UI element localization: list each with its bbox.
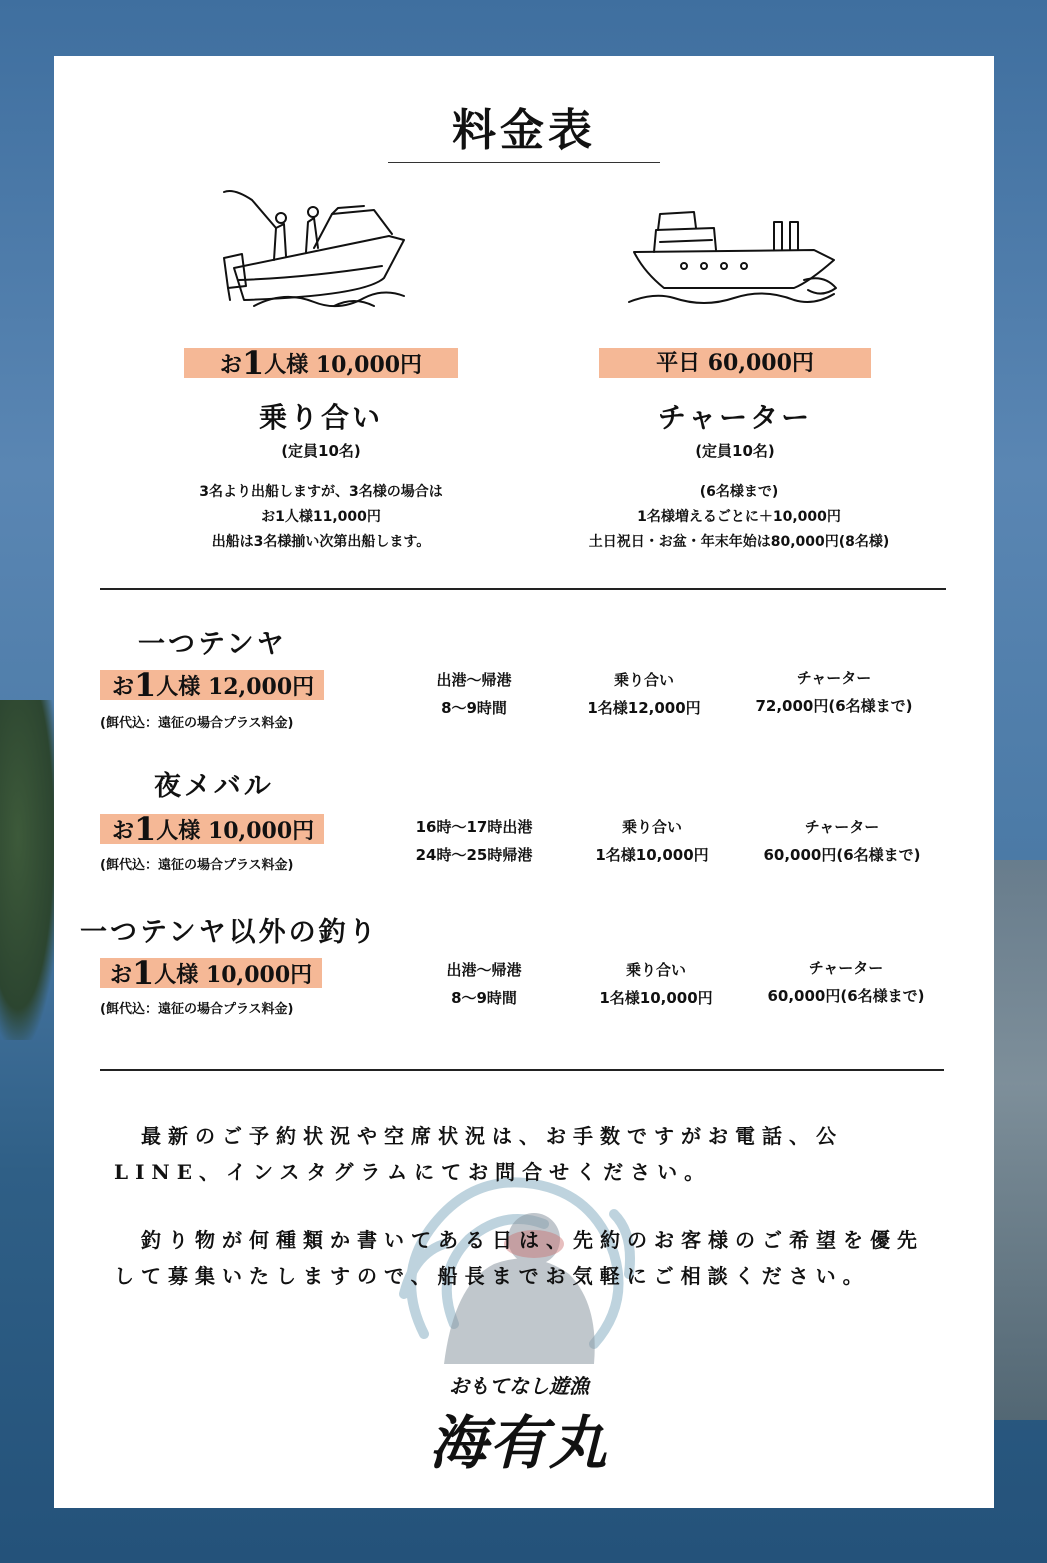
price-prefix: お [112, 818, 135, 844]
booking-paragraph: 釣り物が何種類か書いてある日は、先約のお客様のご希望を優先して募集いたしますので、船長までお気軽にご相談ください。 [114, 1228, 924, 1288]
note-line: 1名様増えるごとに＋10,000円 [637, 509, 841, 525]
note-line: 土日祝日・お盆・年末年始は80,000円(8名様) [588, 534, 890, 550]
service-name: 夜メバル [154, 771, 274, 802]
price-prefix: お [110, 962, 133, 988]
charter-price: 60,000円(6名様まで) [763, 846, 921, 864]
charter-price: 72,000円(6名様まで) [755, 697, 913, 715]
service-price-badge [100, 954, 322, 992]
schedule-label: 16時～17時出港 [415, 818, 533, 836]
service-bait-note: (餌代込：遠征の場合プラス料金) [100, 716, 294, 731]
service-shared-price [564, 666, 724, 722]
charter-price: 60,000円(6名様まで) [767, 987, 925, 1005]
price-count: 1 [134, 810, 157, 848]
price-amount: 人様 10,000円 [264, 352, 423, 378]
note-line: 3名より出船しますが、3名様の場合は [199, 484, 443, 500]
price-amount: 人様 12,000円 [156, 674, 315, 700]
price-count: 1 [132, 954, 155, 992]
price-count: 1 [241, 344, 265, 382]
service-schedule [404, 956, 564, 1012]
service-bait-note: (餌代込：遠征の場合プラス料金) [100, 1002, 294, 1017]
service-charter-price [734, 664, 934, 720]
note-line: お1人様11,000円 [261, 509, 381, 525]
shared-label: 乗り合い [625, 961, 686, 979]
schedule-duration: 8～9時間 [441, 699, 507, 717]
logo-name: 海有丸 [428, 1409, 609, 1477]
shared-price: 1名様12,000円 [587, 699, 701, 717]
page-title: 料金表 [452, 105, 596, 156]
fishing-boat-icon [214, 188, 414, 313]
shared-price: 1名様10,000円 [599, 989, 713, 1007]
note-line: 出船は3名様揃い次第出船します。 [211, 534, 431, 550]
service-schedule [394, 666, 554, 722]
section-divider [100, 588, 946, 590]
price-count: 1 [134, 666, 157, 704]
service-shared-price [572, 813, 732, 869]
schedule-label: 出港～帰港 [436, 671, 512, 689]
shared-label: 乗り合い [613, 671, 674, 689]
service-price-badge [100, 810, 324, 848]
schedule-duration: 8～9時間 [451, 989, 517, 1007]
price-amount: 人様 10,000円 [154, 962, 313, 988]
background-trees [0, 700, 60, 1040]
plan-charter-notes [534, 480, 944, 555]
service-schedule [384, 813, 564, 869]
service-shared-price [576, 956, 736, 1012]
schedule-label: 出港～帰港 [446, 961, 522, 979]
price-prefix: お [219, 352, 242, 378]
price-prefix: お [112, 674, 135, 700]
price-card [54, 56, 994, 1508]
schedule-duration: 24時～25時帰港 [415, 846, 533, 864]
plan-charter-name: チャーター [657, 401, 813, 434]
background-harbor [987, 860, 1047, 1420]
shared-price: 1名様10,000円 [595, 846, 709, 864]
section-divider [100, 1069, 944, 1071]
service-charter-price [746, 954, 946, 1010]
service-charter-price [742, 813, 942, 869]
plan-shared-capacity: (定員10名) [281, 442, 361, 460]
title-divider [388, 162, 660, 163]
charter-ship-icon [624, 202, 844, 312]
charter-label: チャーター [808, 959, 884, 977]
service-bait-note: (餌代込：遠征の場合プラス料金) [100, 858, 294, 873]
plan-shared-price-badge [184, 344, 458, 382]
shared-label: 乗り合い [621, 818, 682, 836]
logo-tagline: おもてなし遊漁 [449, 1374, 589, 1398]
charter-label: チャーター [796, 669, 872, 687]
plan-shared-notes [114, 480, 528, 555]
price-amount: 人様 10,000円 [156, 818, 315, 844]
plan-shared-name: 乗り合い [258, 401, 383, 434]
contact-paragraph: 最新のご予約状況や空席状況は、お手数ですがお電話、公LINE、インスタグラムにてお問合せください。 [114, 1124, 843, 1184]
plan-charter-price-badge: 平日 60,000円 [599, 348, 871, 378]
service-price-badge [100, 666, 324, 704]
service-name: 一つテンヤ以外の釣り [80, 917, 379, 948]
note-line: (6名様まで) [699, 484, 779, 500]
charter-label: チャーター [804, 818, 880, 836]
plan-charter-capacity: (定員10名) [695, 442, 775, 460]
service-name: 一つテンヤ [138, 629, 287, 660]
